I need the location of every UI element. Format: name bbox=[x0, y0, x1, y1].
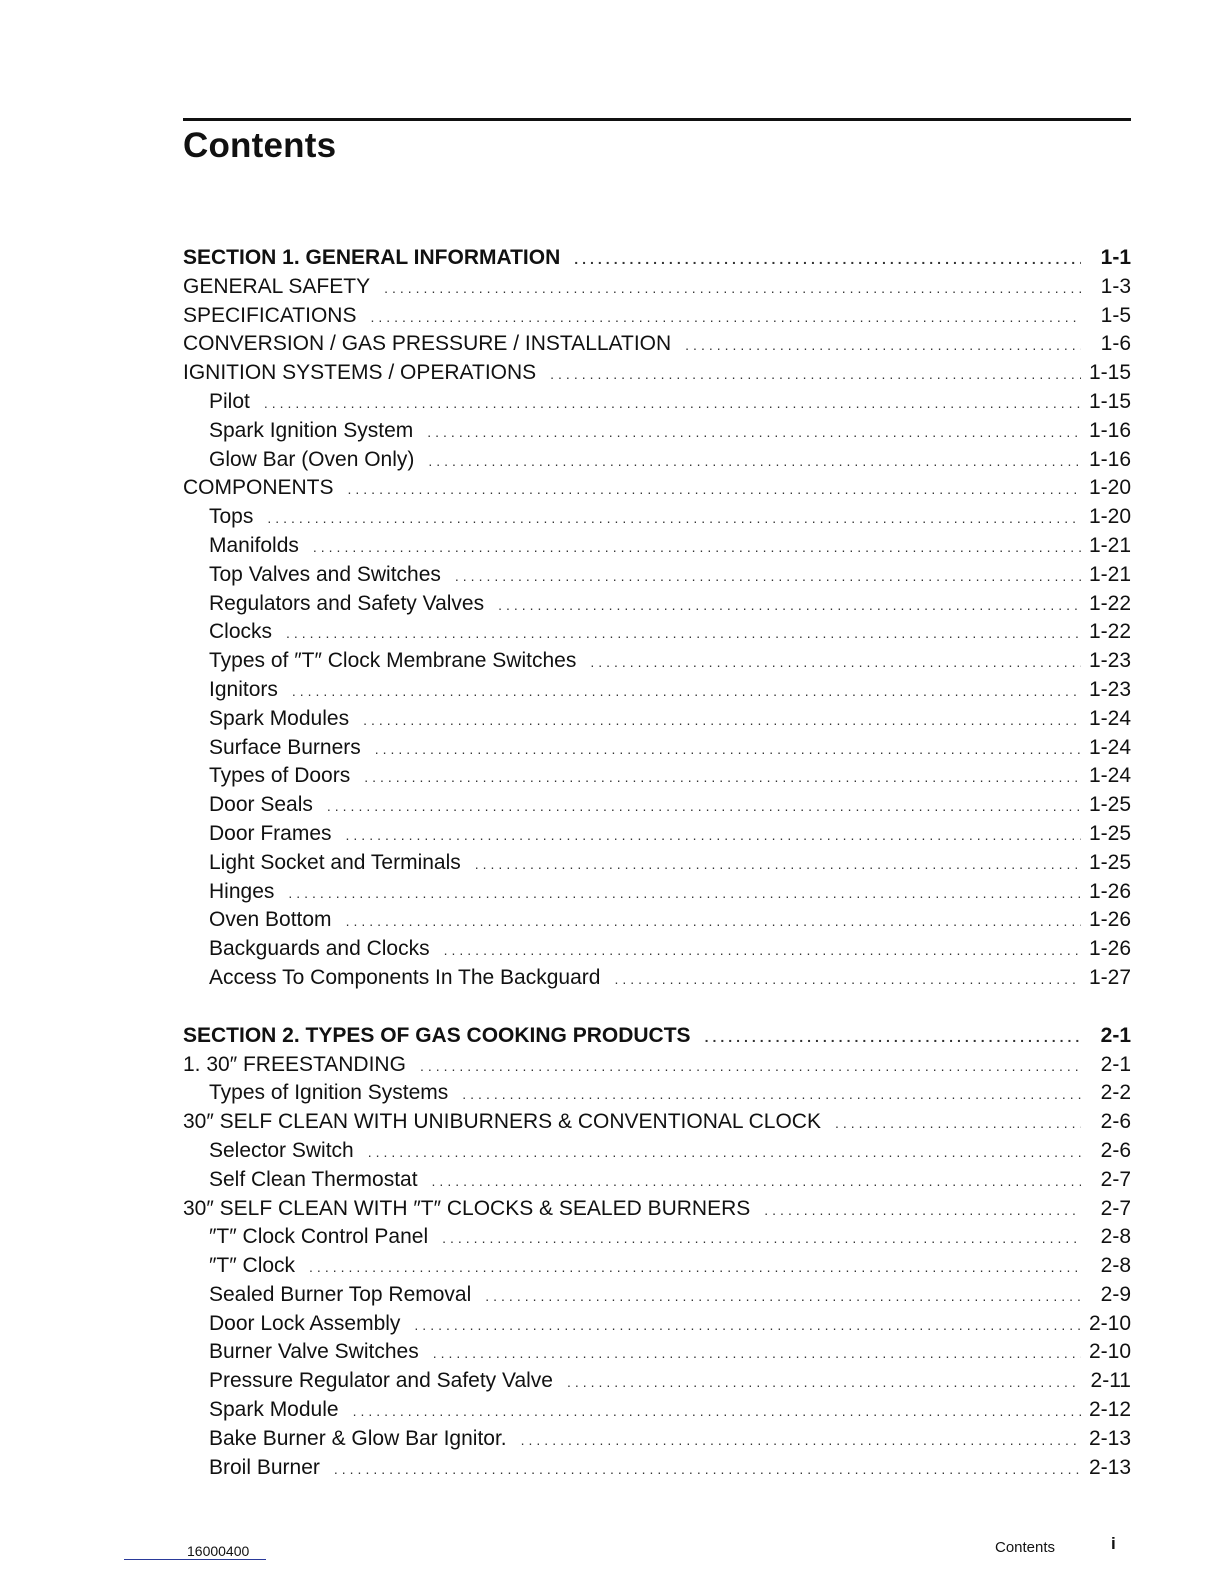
toc-entry bbox=[183, 1110, 1131, 1139]
dot-leader bbox=[764, 1202, 1081, 1218]
footer-page-number: i bbox=[1111, 1534, 1116, 1553]
toc-entry-label: 30″ SELF CLEAN WITH ″T″ CLOCKS & SEALED BURNERS bbox=[183, 1196, 751, 1220]
toc-entry-page: 1-22 bbox=[1088, 591, 1131, 615]
toc-entry bbox=[183, 1427, 1131, 1456]
toc-entry-label: Door Lock Assembly bbox=[209, 1311, 401, 1335]
dot-leader bbox=[267, 510, 1081, 526]
toc-entry-page: 1-24 bbox=[1088, 735, 1131, 759]
toc-entry-label: ″T″ Clock bbox=[209, 1254, 296, 1278]
toc-entry-page: 1-20 bbox=[1088, 476, 1131, 500]
toc-entry-label: Sealed Burner Top Removal bbox=[209, 1282, 472, 1306]
toc-entry-label: Backguards and Clocks bbox=[209, 937, 430, 961]
dot-leader bbox=[462, 1086, 1081, 1102]
toc-entry bbox=[183, 678, 1131, 707]
dot-leader bbox=[309, 1259, 1081, 1275]
dot-leader bbox=[550, 366, 1081, 382]
dot-leader bbox=[368, 1144, 1081, 1160]
toc-entry-label: SECTION 1. GENERAL INFORMATION bbox=[183, 246, 561, 269]
dot-leader bbox=[485, 1288, 1081, 1304]
dot-leader bbox=[375, 741, 1081, 757]
toc-entry-label: Selector Switch bbox=[209, 1138, 354, 1162]
toc-entry-page: 2-6 bbox=[1100, 1138, 1131, 1162]
dot-leader bbox=[364, 769, 1081, 785]
header-rule bbox=[183, 118, 1131, 121]
dot-leader bbox=[370, 309, 1081, 325]
dot-leader bbox=[442, 1230, 1081, 1246]
toc-entry-page: 1-23 bbox=[1088, 677, 1131, 701]
page-title: Contents bbox=[183, 126, 337, 165]
toc-entry-page: 1-20 bbox=[1088, 505, 1131, 529]
toc-entry bbox=[183, 1283, 1131, 1312]
dot-leader bbox=[327, 798, 1081, 814]
toc-entry bbox=[183, 1398, 1131, 1427]
toc-entry bbox=[183, 1081, 1131, 1110]
toc-entry bbox=[183, 1456, 1131, 1485]
dot-leader bbox=[414, 1317, 1081, 1333]
toc-entry bbox=[183, 966, 1131, 995]
dot-leader bbox=[428, 453, 1081, 469]
dot-leader bbox=[590, 654, 1081, 670]
toc-entry-page: 1-23 bbox=[1088, 649, 1131, 673]
toc-entry-label: ″T″ Clock Control Panel bbox=[209, 1225, 429, 1249]
dot-leader bbox=[433, 1345, 1081, 1361]
toc-entry-label: 30″ SELF CLEAN WITH UNIBURNERS & CONVENTIONAL CLOCK bbox=[183, 1110, 821, 1134]
toc-entry bbox=[183, 563, 1131, 592]
toc-entry bbox=[183, 764, 1131, 793]
toc-entry bbox=[183, 361, 1131, 390]
dot-leader bbox=[685, 337, 1081, 353]
toc-entry-label: Hinges bbox=[209, 879, 275, 903]
footer-label: Contents bbox=[995, 1539, 1056, 1556]
toc-entry-label: Ignitors bbox=[209, 677, 278, 701]
dot-leader bbox=[432, 1173, 1081, 1189]
toc-entry-label: Light Socket and Terminals bbox=[209, 850, 461, 874]
toc-entry bbox=[183, 592, 1131, 621]
toc-entry-page: 1-27 bbox=[1088, 965, 1131, 989]
toc-entry-page: 2-1 bbox=[1100, 1052, 1131, 1076]
toc-entry bbox=[183, 1225, 1131, 1254]
section-gap bbox=[183, 995, 1131, 1024]
dot-leader bbox=[334, 1461, 1081, 1477]
toc-entry-label: Broil Burner bbox=[209, 1455, 320, 1479]
toc-entry-page: 1-24 bbox=[1088, 764, 1131, 788]
toc-entry-page: 1-26 bbox=[1088, 879, 1131, 903]
toc-entry bbox=[183, 851, 1131, 880]
dot-leader bbox=[384, 280, 1081, 296]
toc-entry-page: 1-3 bbox=[1100, 274, 1131, 298]
toc-entry bbox=[183, 1053, 1131, 1082]
dot-leader bbox=[444, 942, 1081, 958]
toc-entry-label: Manifolds bbox=[209, 533, 299, 557]
toc-entry bbox=[183, 1340, 1131, 1369]
toc-entry-page: 1-26 bbox=[1088, 908, 1131, 932]
dot-leader bbox=[348, 481, 1081, 497]
toc-entry-page: 2-8 bbox=[1100, 1254, 1131, 1278]
toc-entry bbox=[183, 937, 1131, 966]
toc-entry-page: 1-24 bbox=[1088, 706, 1131, 730]
dot-leader bbox=[567, 1374, 1081, 1390]
toc-entry-page: 1-26 bbox=[1088, 937, 1131, 961]
toc-entry-page: 1-21 bbox=[1088, 533, 1131, 557]
toc-entry-page: 1-21 bbox=[1088, 562, 1131, 586]
toc-entry-page: 1-25 bbox=[1088, 821, 1131, 845]
toc-entry bbox=[183, 1369, 1131, 1398]
dot-leader bbox=[363, 712, 1081, 728]
toc-section-heading bbox=[183, 1024, 1131, 1053]
toc-entry-label: IGNITION SYSTEMS / OPERATIONS bbox=[183, 361, 537, 385]
toc-entry-page: 2-8 bbox=[1100, 1225, 1131, 1249]
toc-entry bbox=[183, 332, 1131, 361]
toc-entry bbox=[183, 476, 1131, 505]
dot-leader bbox=[346, 913, 1081, 929]
dot-leader bbox=[292, 683, 1081, 699]
dot-leader bbox=[614, 971, 1081, 987]
toc-entry-page: 1-5 bbox=[1100, 303, 1131, 327]
toc-entry-label: Surface Burners bbox=[209, 735, 361, 759]
toc-entry-label: GENERAL SAFETY bbox=[183, 274, 371, 298]
toc-entry-label: Types of ″T″ Clock Membrane Switches bbox=[209, 649, 577, 673]
toc-entry-label: SPECIFICATIONS bbox=[183, 303, 357, 327]
dot-leader bbox=[264, 395, 1081, 411]
toc-entry-label: SECTION 2. TYPES OF GAS COOKING PRODUCTS bbox=[183, 1023, 691, 1047]
toc-entry bbox=[183, 1139, 1131, 1168]
toc-entry-page: 1-25 bbox=[1088, 850, 1131, 874]
toc-entry-label: Pilot bbox=[209, 389, 250, 413]
dot-leader bbox=[427, 424, 1081, 440]
toc-entry-label: Door Seals bbox=[209, 793, 313, 817]
toc-entry bbox=[183, 275, 1131, 304]
toc-entry bbox=[183, 1197, 1131, 1226]
toc-entry-page: 2-2 bbox=[1100, 1081, 1131, 1105]
toc-entry-label: Regulators and Safety Valves bbox=[209, 591, 485, 615]
toc-entry-label: Spark Modules bbox=[209, 706, 350, 730]
toc-entry bbox=[183, 1254, 1131, 1283]
toc-entry-label: Self Clean Thermostat bbox=[209, 1167, 418, 1191]
toc-entry bbox=[183, 793, 1131, 822]
toc-entry-label: Door Frames bbox=[209, 821, 332, 845]
toc-entry-label: Glow Bar (Oven Only) bbox=[209, 447, 415, 471]
dot-leader bbox=[574, 251, 1081, 267]
toc-entry-page: 2-7 bbox=[1100, 1196, 1131, 1220]
table-of-contents bbox=[183, 246, 1131, 1484]
dot-leader bbox=[835, 1115, 1081, 1131]
dot-leader bbox=[353, 1403, 1081, 1419]
dot-leader bbox=[705, 1029, 1081, 1045]
dot-leader bbox=[346, 827, 1081, 843]
toc-entry-page: 1-6 bbox=[1100, 332, 1131, 356]
toc-entry-label: Spark Ignition System bbox=[209, 418, 414, 442]
toc-entry-page: 2-10 bbox=[1088, 1311, 1131, 1335]
toc-entry-page: 1-16 bbox=[1088, 447, 1131, 471]
toc-entry-label: Spark Module bbox=[209, 1398, 339, 1422]
toc-entry-label: Types of Ignition Systems bbox=[209, 1081, 449, 1105]
toc-entry-page: 1-1 bbox=[1100, 246, 1131, 269]
dot-leader bbox=[286, 625, 1081, 641]
toc-entry bbox=[183, 822, 1131, 851]
toc-entry-page: 2-13 bbox=[1088, 1426, 1131, 1450]
toc-entry-page: 1-15 bbox=[1088, 361, 1131, 385]
toc-entry bbox=[183, 390, 1131, 419]
dot-leader bbox=[498, 597, 1081, 613]
dot-leader bbox=[521, 1432, 1081, 1448]
dot-leader bbox=[455, 568, 1081, 584]
toc-entry bbox=[183, 880, 1131, 909]
toc-entry bbox=[183, 304, 1131, 333]
dot-leader bbox=[475, 856, 1081, 872]
dot-leader bbox=[420, 1058, 1081, 1074]
toc-section-heading bbox=[183, 246, 1131, 275]
toc-entry-label: Burner Valve Switches bbox=[209, 1340, 419, 1364]
toc-entry-label: Types of Doors bbox=[209, 764, 351, 788]
toc-entry bbox=[183, 620, 1131, 649]
toc-entry bbox=[183, 419, 1131, 448]
toc-entry-page: 2-11 bbox=[1090, 1369, 1131, 1393]
toc-entry-label: CONVERSION / GAS PRESSURE / INSTALLATION bbox=[183, 332, 672, 356]
toc-entry-page: 2-12 bbox=[1088, 1398, 1131, 1422]
toc-entry-page: 1-16 bbox=[1088, 418, 1131, 442]
toc-entry-label: Clocks bbox=[209, 620, 273, 644]
toc-entry-label: 1. 30″ FREESTANDING bbox=[183, 1052, 406, 1076]
toc-entry-page: 1-22 bbox=[1088, 620, 1131, 644]
toc-entry-page: 2-9 bbox=[1100, 1282, 1131, 1306]
toc-entry-label: COMPONENTS bbox=[183, 476, 334, 500]
toc-entry bbox=[183, 736, 1131, 765]
toc-entry-label: Oven Bottom bbox=[209, 908, 332, 932]
toc-entry bbox=[183, 649, 1131, 678]
footer-underline bbox=[124, 1559, 266, 1560]
toc-entry bbox=[183, 908, 1131, 937]
dot-leader bbox=[288, 885, 1081, 901]
toc-entry-page: 1-25 bbox=[1088, 793, 1131, 817]
toc-entry-page: 2-1 bbox=[1100, 1023, 1131, 1047]
toc-entry-label: Access To Components In The Backguard bbox=[209, 965, 601, 989]
toc-entry-label: Bake Burner & Glow Bar Ignitor. bbox=[209, 1426, 507, 1450]
toc-entry bbox=[183, 448, 1131, 477]
toc-entry-page: 2-13 bbox=[1088, 1455, 1131, 1479]
toc-entry bbox=[183, 707, 1131, 736]
toc-entry bbox=[183, 1168, 1131, 1197]
dot-leader bbox=[313, 539, 1081, 555]
toc-entry-page: 2-7 bbox=[1100, 1167, 1131, 1191]
footer-document-code: 16000400 bbox=[187, 1543, 250, 1559]
toc-entry bbox=[183, 1312, 1131, 1341]
toc-entry bbox=[183, 505, 1131, 534]
toc-entry bbox=[183, 534, 1131, 563]
toc-entry-label: Top Valves and Switches bbox=[209, 562, 441, 586]
toc-entry-page: 2-10 bbox=[1088, 1340, 1131, 1364]
toc-entry-page: 2-6 bbox=[1100, 1110, 1131, 1134]
toc-entry-label: Pressure Regulator and Safety Valve bbox=[209, 1369, 553, 1393]
toc-entry-label: Tops bbox=[209, 505, 254, 529]
toc-entry-page: 1-15 bbox=[1088, 389, 1131, 413]
